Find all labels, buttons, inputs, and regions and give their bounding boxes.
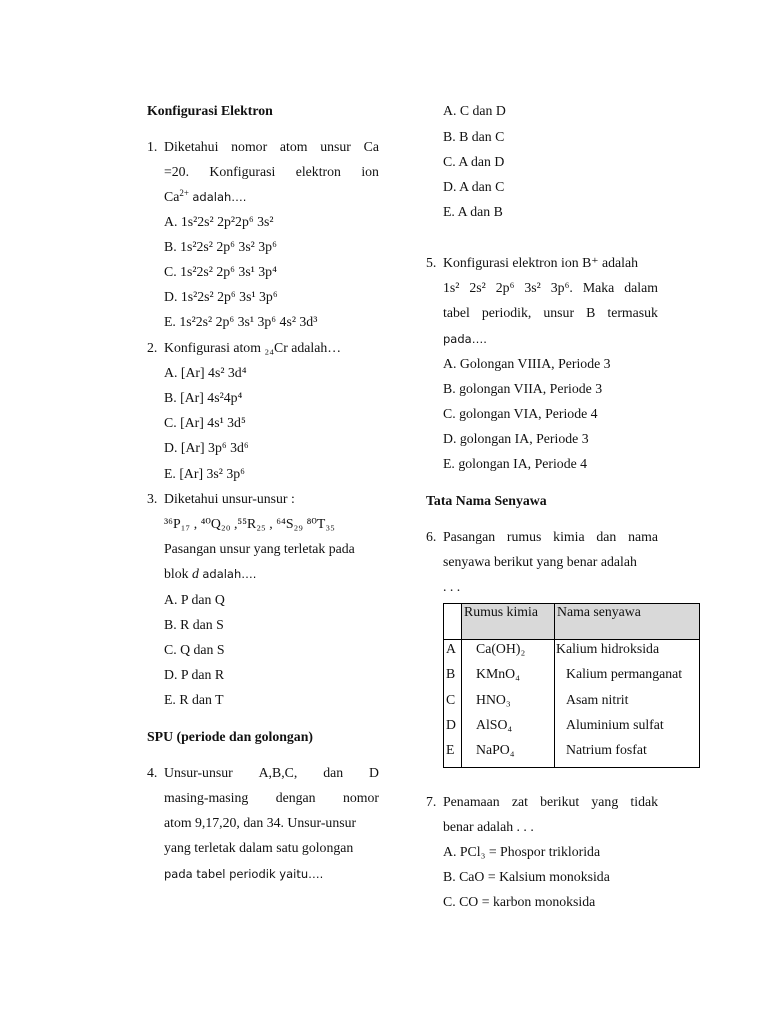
table-border: [443, 639, 700, 640]
question-3-option-d: D. P dan R: [164, 667, 225, 682]
question-7-option-c: C. CO = karbon monoksida: [443, 894, 596, 909]
question-3-option-b: B. R dan S: [164, 617, 224, 632]
question-7-option-b: B. CaO = Kalsium monoksida: [443, 869, 610, 884]
question-6-line-2: senyawa berikut yang benar adalah: [443, 554, 637, 569]
question-3-line-3: Pasangan unsur yang terletak pada: [164, 541, 355, 556]
question-3-elements: ³⁶P₁₇ , ⁴⁰Q₂₀ ,⁵⁵R₂₅ , ⁶⁴S₂₉ ⁸⁰T₃₅: [164, 516, 335, 531]
table-border: [699, 603, 700, 768]
table-row-key: E: [446, 742, 455, 757]
question-number: 2.: [147, 340, 158, 355]
table-row-key: A: [446, 641, 456, 656]
table-row-name: Aluminium sulfat: [566, 717, 664, 732]
question-6-line-1: Pasangan rumus kimia dan nama: [443, 529, 658, 544]
question-5-line-4: pada….: [443, 332, 487, 346]
question-4-line-1: Unsur-unsur A,B,C, dan D: [164, 765, 379, 780]
question-1-option-d: D. 1s²2s² 2p⁶ 3s¹ 3p⁶: [164, 289, 278, 304]
question-1-option-a: A. 1s²2s² 2p²2p⁶ 3s²: [164, 214, 274, 229]
table-row-formula: NaPO₄: [476, 742, 515, 757]
question-3-option-e: E. R dan T: [164, 692, 224, 707]
question-3-option-a: A. P dan Q: [164, 592, 225, 607]
question-4-line-3: atom 9,17,20, dan 34. Unsur-unsur: [164, 815, 357, 830]
question-4-option-e: E. A dan B: [443, 204, 503, 219]
table-row-formula: Ca(OH)₂: [476, 641, 526, 656]
table-row-formula: AlSO₄: [476, 717, 513, 732]
question-4-option-d: D. A dan C: [443, 179, 505, 194]
question-4-line-5: pada tabel periodik yaitu….: [164, 867, 324, 881]
question-5-option-e: E. golongan IA, Periode 4: [443, 456, 588, 471]
question-7-option-a: A. PCl₃ = Phospor triklorida: [443, 844, 601, 859]
question-7-line-2: benar adalah . . .: [443, 819, 534, 834]
table-header-formula: Rumus kimia: [464, 604, 538, 619]
question-2-stem: Konfigurasi atom ₂₄Cr adalah…: [164, 340, 342, 355]
table-header-name: Nama senyawa: [557, 604, 641, 619]
table-row-name: Asam nitrit: [566, 692, 629, 707]
table-row-formula: HNO₃: [476, 692, 511, 707]
table-row-name: Kalium permanganat: [566, 666, 683, 681]
question-number: 3.: [147, 491, 158, 506]
question-1-option-b: B. 1s²2s² 2p⁶ 3s² 3p⁶: [164, 239, 277, 254]
question-5-stem: Konfigurasi elektron ion B⁺ adalah: [443, 255, 639, 270]
table-border: [443, 603, 444, 768]
question-number: 7.: [426, 794, 437, 809]
question-3-stem: Diketahui unsur-unsur :: [164, 491, 295, 506]
table-row-name: Natrium fosfat: [566, 742, 647, 757]
question-number: 6.: [426, 529, 437, 544]
question-3-option-c: C. Q dan S: [164, 642, 225, 657]
section-heading-tata-nama: Tata Nama Senyawa: [426, 493, 547, 508]
question-4-line-2: masing-masing dengan nomor: [164, 790, 379, 805]
section-heading-spu: SPU (periode dan golongan): [147, 729, 313, 744]
question-5-line-2: 1s² 2s² 2p⁶ 3s² 3p⁶. Maka dalam: [443, 280, 658, 295]
section-heading-konfigurasi: Konfigurasi Elektron: [147, 103, 273, 118]
question-5-line-3: tabel periodik, unsur B termasuk: [443, 305, 658, 320]
question-2-option-c: C. [Ar] 4s¹ 3d⁵: [164, 415, 246, 430]
table-row-key: C: [446, 692, 456, 707]
question-5-option-d: D. golongan IA, Periode 3: [443, 431, 589, 446]
question-5-option-a: A. Golongan VIIIA, Periode 3: [443, 356, 611, 371]
question-4-option-a: A. C dan D: [443, 103, 506, 118]
question-4-line-4: yang terletak dalam satu golongan: [164, 840, 354, 855]
question-number: 1.: [147, 139, 158, 154]
table-row-key: B: [446, 666, 456, 681]
table-row-formula: KMnO₄: [476, 666, 520, 681]
question-number: 4.: [147, 765, 158, 780]
question-4-option-b: B. B dan C: [443, 129, 505, 144]
question-1-line-3: $Ca^{2+}$ adalah….: [164, 188, 247, 204]
question-1-option-c: C. 1s²2s² 2p⁶ 3s¹ 3p⁴: [164, 264, 277, 279]
question-7-line-1: Penamaan zat berikut yang tidak: [443, 794, 658, 809]
table-row-key: D: [446, 717, 456, 732]
question-number: 5.: [426, 255, 437, 270]
question-1-option-e: E. 1s²2s² 2p⁶ 3s¹ 3p⁶ 4s² 3d³: [164, 314, 318, 329]
question-5-option-b: B. golongan VIIA, Periode 3: [443, 381, 603, 396]
question-2-option-e: E. [Ar] 3s² 3p⁶: [164, 466, 245, 481]
table-border: [554, 603, 555, 768]
question-2-option-a: A. [Ar] 4s² 3d⁴: [164, 365, 247, 380]
question-6-line-3: . . .: [443, 579, 461, 594]
table-border: [443, 767, 700, 768]
question-4-option-c: C. A dan D: [443, 154, 505, 169]
question-5-option-c: C. golongan VIA, Periode 4: [443, 406, 598, 421]
table-row-name: Kalium hidroksida: [556, 641, 660, 656]
question-1-line-1: Diketahui nomor atom unsur Ca: [164, 139, 379, 154]
question-2-option-b: B. [Ar] 4s²4p⁴: [164, 390, 243, 405]
question-3-line-4: blok d adalah….: [164, 566, 257, 581]
table-border: [461, 603, 462, 768]
question-2-option-d: D. [Ar] 3p⁶ 3d⁶: [164, 440, 249, 455]
question-1-line-2: =20. Konfigurasi elektron ion: [164, 164, 379, 179]
